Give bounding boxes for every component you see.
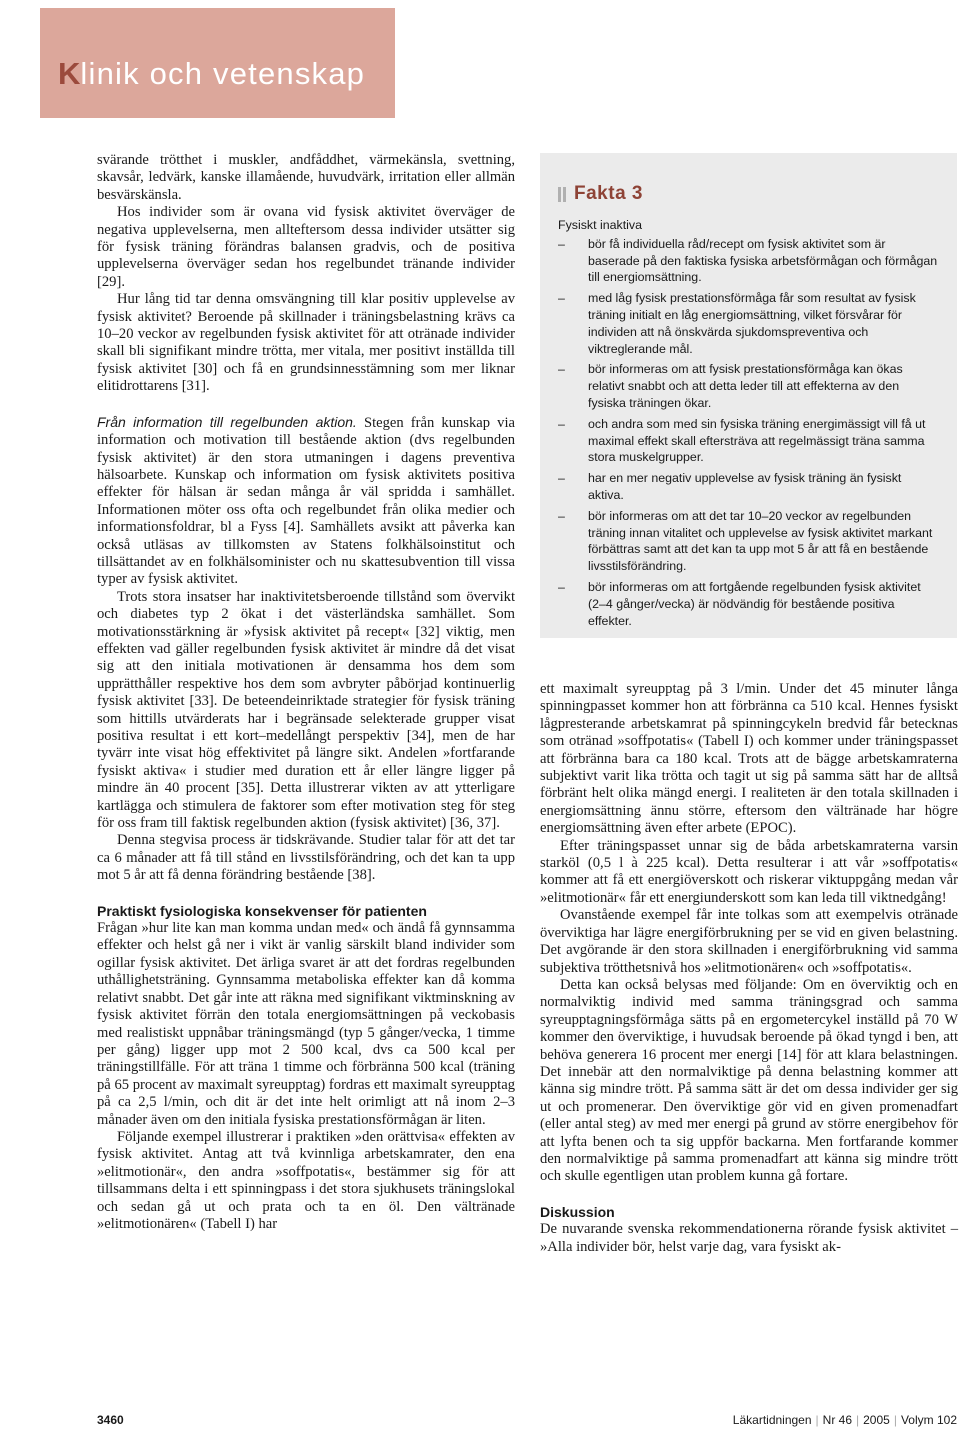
journal-volume: Volym 102: [900, 1413, 957, 1427]
section-title-rest: linik och vetenskap: [80, 56, 366, 91]
fact-item: – bör informeras om att fortgående regelbunden fysisk aktivitet (2–4 gånger/vecka) är nödvändig för bestående positiva effekter.: [558, 579, 939, 629]
paragraph: Efter träningspasset unnar sig de båda arbetskamraterna varsin starköl (0,5 l à 225 kcal). Detta resulterar i att vår »soffpotatis« kommer att få ett energiöverskott och riskerar viktuppgång medan vår »elitmotionär« får ett energiunderskott som kan leda till viktnedgång!: [540, 837, 958, 906]
paragraph: De nuvarande svenska rekommendationerna rörande fysisk aktivitet – »Alla individer bör, helst varje dag, vara fysiskt ak-: [540, 1221, 958, 1255]
fact-box-header: [558, 183, 939, 205]
paragraph: Följande exempel illustrerar i praktiken »den orättvisa« effekten av fysisk aktivitet. Antag att två kvinnliga arbetskamrater, den ena »elitmotionär«, den andra »soffpotatis«, bestämmer sig för att tillsammans delta i ett spinningpass i det stora sjukhusets träningslokal och sedan gå ut och prata och ta en öl. Den vältränade »elitmotionären« (Tabell I) har: [97, 1128, 515, 1232]
fact-item: – med låg fysisk prestationsförmåga får som resultat av fysisk träning initialt en låg energiomsättning, vilket försvårar för individen att nå önskvärda sjukdomspreventiva och viktreglerande mål.: [558, 290, 939, 357]
journal-issue: Nr 46: [822, 1413, 852, 1427]
paragraph: Detta kan också belysas med följande: Om en överviktig och en normalviktig individ med samma träningsgrad och samma syreupptagningsförmåga sätts på en ergometercykel inställd på 70 W kommer den överviktige, i huvudsak beroende på ökad tyngd i ben, att behöva generera 16 procent mer energi [14] för att klara belastningen. Det innebär att den normalviktige på denna belastning kommer att känna sig mindre trött. På samma sätt är det om dessa individer ger sig ut och promenerar. Den överviktige gör vid en given promenadfart (eller antal steg) av med mer energi på grund av större energibehov för att lyfta benen och ta sig uppför backarna. Men fortfarande kommer den normalviktige på samma promenadfart att känna sig mindre trött och skulle egentligen utan problem kunna gå fortare.: [540, 976, 958, 1185]
fact-item: – har en mer negativ upplevelse av fysisk träning än fysiskt aktiva.: [558, 470, 939, 504]
paragraph: Hos individer som är ovana vid fysisk aktivitet överväger de negativa upplevelserna, men allteftersom dessa individer utsätter sig för fysisk träning förändras balansen gradvis, och de positiva upplevelserna överväger sedan hos regelbundet tränande individer [29].: [97, 204, 515, 290]
fact-item: – och andra som med sin fysiska träning energimässigt vill få ut maximal effekt skall eftersträva att regelmässigt träna samma stora muskelgrupper.: [558, 416, 939, 466]
separator: |: [856, 1413, 860, 1427]
fact-list: [558, 236, 939, 630]
paragraph: [97, 414, 515, 589]
section-title: [58, 56, 365, 92]
fact-item: – bör informeras om att fysisk prestationsförmåga kan ökas relativt snabbt och att detta leder till att effekterna av den fysiska träningen ökar.: [558, 361, 939, 411]
fact-box-subtitle: Fysiskt inaktiva: [558, 218, 642, 232]
paragraph: svärande trötthet i muskler, andfåddhet, värmekänsla, svettning, skavsår, ledvärk, kanske illamående, huvudvärk, irritation eller allmän besvärskänsla.: [97, 152, 515, 203]
section-heading: Praktiskt fysiologiska konsekvenser för patienten: [97, 902, 427, 919]
separator: |: [893, 1413, 897, 1427]
paragraph: Trots stora insatser har inaktivitetsberoende tillstånd som övervikt och diabetes typ 2 ökat i det västerländska samhället. Som motivationsstärkning är »fysisk aktivitet på recept« [32] viktig, men effekten vad gäller regelbunden fysisk aktivitet är mindre då det visat sig att den initiala motivationen är densamma hos dem som upprätthåller respektive hos dem som avbryter påbörjad kontinuerlig fysisk aktivitet [33]. De beteendeinriktade strategier för fysisk träning som hittills utvärderats har i begränsade selekterade grupper visat positiva resultat i ett kort–medellångt perspektiv [34], men de har tyvärr inte visat hög effektivitet på längre sikt. Andelen »fortfarande fysiskt aktiva« i studier med duration ett år eller längre ligger på mindre än 40 procent [35]. Detta illustrerar vikten av att ytterligare kartlägga och stimulera de faktorer som efter motivation steg för steg för oss fram till faktisk regelbunden aktion (fysisk aktivitet) [36, 37].: [97, 588, 515, 832]
section-title-initial: K: [58, 56, 81, 91]
separator: |: [815, 1413, 819, 1427]
fact-bar-icon: [558, 187, 566, 202]
left-column: [97, 152, 515, 1233]
paragraph: ett maximalt syreupptag på 3 l/min. Under det 45 minuter långa spinningpasset kommer hon att förbränna ca 510 kcal. Hennes fysiskt lågpresterande arbetskamrat på spinningcykeln bredvid får betecknas som otränad »soffpotatis« (Tabell I) och kommer under träningspasset att förbränna bara ca 180 kcal. Trots att de bägge arbetskamraterna subjektivt varit lika trötta och tagit ut sig på samma sätt har de alltså förbränt helt olika mängd energi. I realiteten är den totala skillnaden i energiomsättning ännu större, eftersom den vältränade har högre energiomsättning även efter arbete (EPOC).: [540, 681, 958, 837]
fact-box-title: Fakta 3: [574, 183, 643, 204]
journal-name: Läkartidningen: [732, 1413, 812, 1427]
paragraph: Hur lång tid tar denna omsvängning till klar positiv upplevelse av fysisk aktivitet? Beroende på skillnader i träningsbelastning krävs ca 10–20 veckor av regelbunden fysisk aktivitet för att otränade individer skall bli signifikant mindre trötta, mer vitala, mer positivt inställda till fysisk aktivitet [30] och få en grundsinnesstämning som mer liknar elitidrottarens [31].: [97, 291, 515, 395]
paragraph-text: Stegen från kunskap via information och motivation till bestående aktion (dvs regelbunden fysisk aktivitet) är den stora utmaningen i dagens preventiva hälsoarbete. Kunskap och information om fysisk aktivitets positiva effekter för hälsan är sedan många år väl spridda i samhället. Informationen möter oss ofta och regelbundet från olika medier och informationsfoldrar, bl a Fyss [4]. Samhällets avsikt att påverka kan också utläsas av tillkomsten av Statens folkhälsoinstitut och tillsättandet av en folkhälsominister och nu skattesubvention till vissa typer av fysisk aktivitet.: [97, 414, 516, 588]
paragraph: Frågan »hur lite kan man komma undan med« och ändå få gynnsamma effekter och helst gå ner i vikt är vanlig särskilt bland individer som ogillar fysisk aktivitet. Det ärliga svaret är att det fordras regelbunden uthållighetsträning. Gynnsamma metaboliska effekter kan då komma relativt snabbt. Det går inte att räkna med signifikant viktminskning av fysisk aktivitet förrän den totala energiomsättningen på veckobasis med realistiskt uppnåbar träningsmängd (typ 5 gånger/vecka, 1 timme per gång) ligger upp mot 2 500 kcal, dvs ca 500 kcal per träningstillfälle. För att träna 1 timme och förbränna 500 kcal (träning på 65 procent av maximalt syreupptag) fordras ett maximalt syreupptag på ca 2,5 l/min, och dit är det inte helt orimligt att nå inom 2–3 månader även om den initiala fysiska prestationsförmågan är liten.: [97, 920, 515, 1128]
section-heading: Diskussion: [540, 1203, 615, 1220]
fact-item: – bör informeras om att det tar 10–20 veckor av regelbunden träning innan vitalitet och upplevelse av fysisk aktivitet markant förbättras samt att det kan ta upp mot 5 år att få en bestående livsstilsförändring.: [558, 508, 939, 575]
right-column: [540, 681, 958, 1256]
fact-box: [540, 153, 957, 638]
journal-year: 2005: [863, 1413, 890, 1427]
runin-heading: Från information till regelbunden aktion.: [97, 413, 357, 430]
paragraph: Ovanstående exempel får inte tolkas som att exempelvis otränade överviktiga har lägre energiförbrukning per se vid en given belastning. Det avgörande är den stora skillnaden i energiförbrukning vid samma subjektiva trötthetsnivå hos »elitmotionären« och »soffpotatis«.: [540, 907, 958, 976]
paragraph: Denna stegvisa process är tidskrävande. Studier talar för att det tar ca 6 månader att få till stånd en livsstilsförändring, och det kan ta upp mot 5 år att få denna förändring bestående [38].: [97, 832, 515, 884]
page-number: 3460: [97, 1413, 124, 1427]
fact-item: – bör få individuella råd/recept om fysisk aktivitet som är baserade på den faktiska fysiska arbetsförmågan och förmågan till energiomsättning.: [558, 236, 939, 286]
journal-info: [733, 1413, 957, 1427]
